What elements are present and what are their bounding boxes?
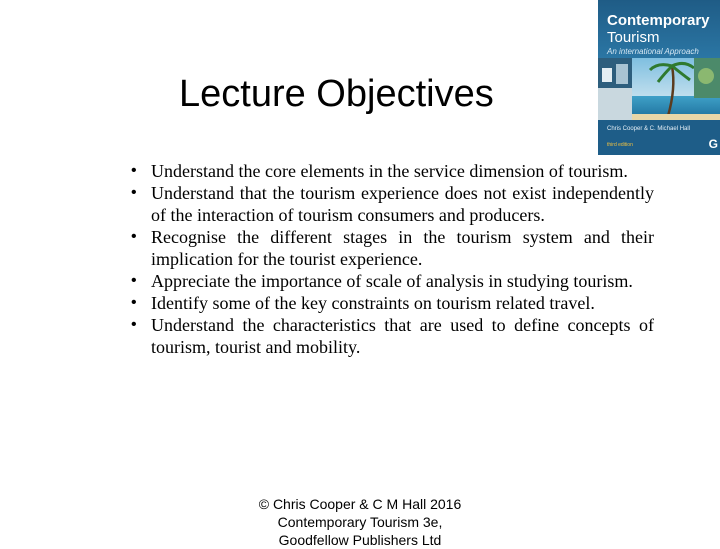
- objective-item: [131, 160, 654, 182]
- bullet-icon: •: [131, 184, 137, 201]
- cover-authors: Chris Cooper & C. Michael Hall: [607, 126, 691, 132]
- objective-text: Understand the characteristics that are used to define concepts of tourism, tourist and mobility.: [151, 315, 654, 357]
- cover-subtitle: An international Approach: [607, 47, 699, 56]
- bullet-icon: •: [131, 316, 137, 333]
- objective-text: Understand the core elements in the service dimension of tourism.: [151, 161, 628, 181]
- objective-item: [131, 226, 654, 270]
- publisher-logo: G: [708, 137, 718, 151]
- objective-text: Appreciate the importance of scale of analysis in studying tourism.: [151, 271, 633, 291]
- bullet-icon: •: [131, 228, 137, 245]
- objective-item: [131, 270, 654, 292]
- objective-item: [131, 314, 654, 358]
- cover-title-line1: Contemporary: [607, 12, 710, 29]
- bullet-icon: •: [131, 272, 137, 289]
- footer-line: Contemporary Tourism 3e,: [277, 514, 443, 530]
- book-cover-image: [598, 0, 720, 155]
- copyright-footer: [230, 495, 490, 549]
- objective-text: Recognise the different stages in the tourism system and their implication for the tourist experience.: [151, 227, 654, 269]
- footer-line: Goodfellow Publishers Ltd: [278, 532, 442, 548]
- objective-item: [131, 292, 654, 314]
- cover-author-band: [598, 120, 720, 155]
- cover-edition: third edition: [607, 142, 633, 148]
- objective-text: Understand that the tourism experience does not exist independently of the interaction of tourism consumers and producers.: [151, 183, 654, 225]
- objective-text: Identify some of the key constraints on tourism related travel.: [151, 293, 595, 313]
- slide-title: Lecture Objectives: [179, 73, 494, 115]
- objectives-list: [131, 160, 654, 358]
- cover-photo-collage: [598, 58, 720, 120]
- objective-item: [131, 182, 654, 226]
- bullet-icon: •: [131, 294, 137, 311]
- cover-title-line2: Tourism: [607, 29, 660, 46]
- footer-line: © Chris Cooper & C M Hall 2016: [258, 496, 462, 512]
- cover-title-band: [598, 0, 720, 58]
- bullet-icon: •: [131, 162, 137, 179]
